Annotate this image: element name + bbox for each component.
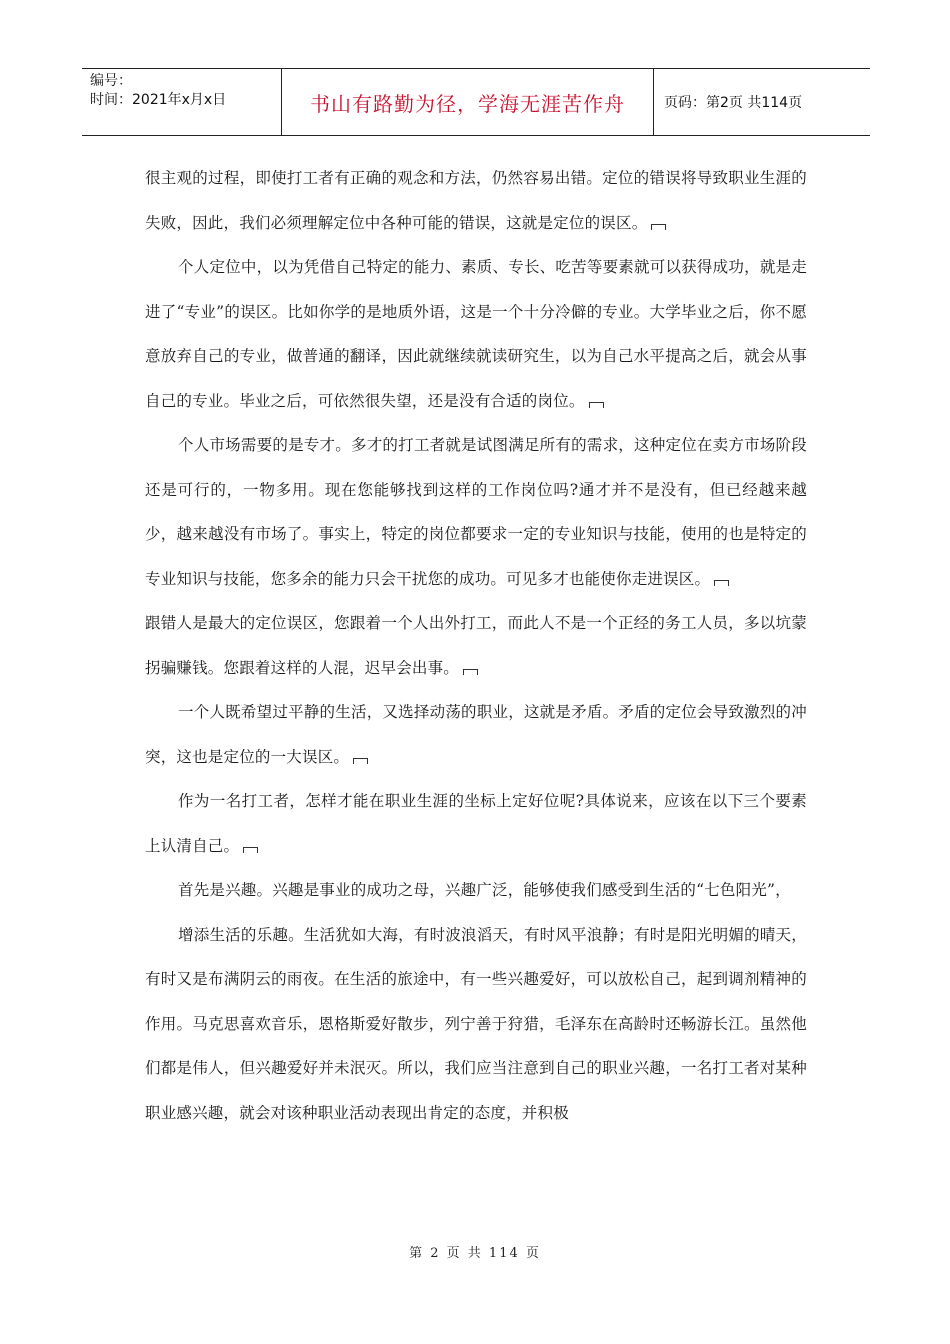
header-meta bbox=[82, 69, 282, 135]
paragraph: 作为一名打工者，怎样才能在职业生涯的坐标上定好位呢?具体说来，应该在以下三个要素上认清自己。 bbox=[145, 792, 807, 855]
document-date: 时间：2021年x月x日 bbox=[90, 92, 227, 108]
header-page-info: 页码：第2页 共114页 bbox=[664, 95, 803, 111]
page-footer: 第 2 页 共 114 页 bbox=[409, 1246, 541, 1261]
paragraph-mark-icon bbox=[463, 669, 478, 675]
paragraph-mark-icon bbox=[353, 758, 368, 764]
paragraph: 很主观的过程，即使打工者有正确的观念和方法，仍然容易出错。定位的错误将导致职业生涯的失败，因此，我们必须理解定位中各种可能的错误，这就是定位的误区。 bbox=[145, 169, 807, 232]
paragraph-mark-icon bbox=[589, 402, 604, 408]
paragraph: 增添生活的乐趣。生活犹如大海，有时波浪滔天，有时风平浪静；有时是阳光明媚的晴天，有时又是布满阴云的雨夜。在生活的旅途中，有一些兴趣爱好，可以放松自己，起到调剂精神的作用。马克思喜欢音乐，恩格斯爱好散步，列宁善于狩猎，毛泽东在高龄时还畅游长江。虽然他们都是伟人，但兴趣爱好并未泯灭。所以，我们应当注意到自己的职业兴趣，一名打工者对某种职业感兴趣，就会对该种职业活动表现出肯定的态度，并积极 bbox=[145, 925, 807, 1122]
page-header bbox=[82, 68, 870, 136]
paragraph-mark-icon bbox=[651, 224, 666, 230]
header-slogan: 书山有路勤为径，学海无涯苦作舟 bbox=[282, 69, 654, 135]
document-number-label: 编号： bbox=[90, 73, 132, 89]
paragraph: 跟错人是最大的定位误区，您跟着一个人出外打工，而此人不是一个正经的务工人员，多以坑蒙拐骗赚钱。您跟着这样的人混，迟早会出事。 bbox=[145, 614, 807, 677]
paragraph-mark-icon bbox=[243, 847, 258, 853]
paragraph: 首先是兴趣。兴趣是事业的成功之母，兴趣广泛，能够使我们感受到生活的“七色阳光”， bbox=[178, 881, 791, 899]
paragraph: 一个人既希望过平静的生活，又选择动荡的职业，这就是矛盾。矛盾的定位会导致激烈的冲突，这也是定位的一大误区。 bbox=[145, 703, 807, 766]
document-body bbox=[145, 156, 807, 1135]
paragraph: 个人市场需要的是专才。多才的打工者就是试图满足所有的需求，这种定位在卖方市场阶段还是可行的，一物多用。现在您能够找到这样的工作岗位吗?通才并不是没有，但已经越来越少，越来越没有市场了。事实上，特定的岗位都要求一定的专业知识与技能，使用的也是特定的专业知识与技能，您多余的能力只会干扰您的成功。可见多才也能使你走进误区。 bbox=[145, 436, 807, 588]
paragraph: 个人定位中，以为凭借自己特定的能力、素质、专长、吃苦等要素就可以获得成功，就是走进了“专业”的误区。比如你学的是地质外语，这是一个十分冷僻的专业。大学毕业之后，你不愿意放弃自己的专业，做普通的翻译，因此就继续就读研究生，以为自己水平提高之后，就会从事自己的专业。毕业之后，可依然很失望，还是没有合适的岗位。 bbox=[145, 258, 807, 410]
paragraph-mark-icon bbox=[714, 580, 729, 586]
